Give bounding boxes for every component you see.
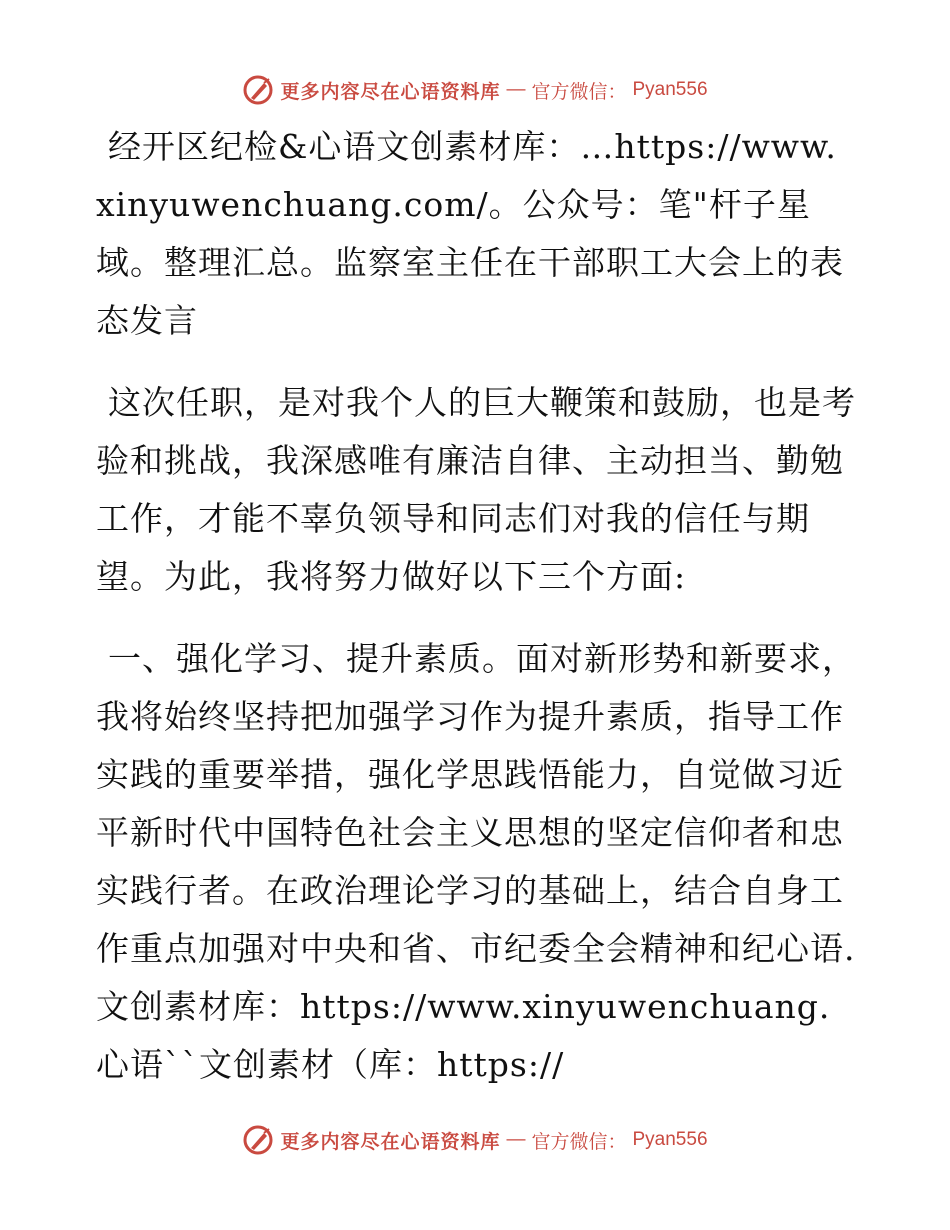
header-slogan: 更多内容尽在心语资料库 bbox=[280, 80, 501, 103]
paragraph-section-one: 一、强化学习、提升素质。面对新形势和新要求，我将始终坚持把加强学习作为提升素质，指导工作实践的重要举措，强化学思践悟能力，自觉做习近平新时代中国特色社会主义思想的坚定信仰者和忠实践行者。在政治理论学习的基础上，结合自身工作重点加强对中央和省、市纪委全会精神和纪心语.文创素材库：https://www.xinyuwenchuang.心语``文创素材（库：https:// bbox=[96, 639, 856, 1084]
header-separator: — bbox=[506, 79, 526, 100]
footer-wechat-id: Pyan556 bbox=[632, 1129, 708, 1150]
footer-banner bbox=[0, 1120, 950, 1160]
paragraph-title: 经开区纪检&心语文创素材库：…https://www.xinyuwenchuang.com/。公众号：笔"杆子星域。整理汇总。监察室主任在干部职工大会上的表态发言 bbox=[96, 127, 844, 340]
quill-logo-icon bbox=[242, 1124, 274, 1156]
footer-slogan: 更多内容尽在心语资料库 bbox=[280, 1130, 501, 1153]
quill-logo-icon bbox=[242, 74, 274, 106]
footer-wechat-label: 官方微信： bbox=[531, 1130, 627, 1153]
document-body bbox=[96, 118, 856, 1094]
paragraph-intro: 这次任职，是对我个人的巨大鞭策和鼓励，也是考验和挑战，我深感唯有廉洁自律、主动担当、勤勉工作，才能不辜负领导和同志们对我的信任与期望。为此，我将努力做好以下三个方面: bbox=[96, 383, 856, 596]
header-banner bbox=[0, 70, 950, 110]
header-wechat-id: Pyan556 bbox=[632, 79, 708, 100]
header-wechat-label: 官方微信： bbox=[531, 80, 627, 103]
footer-separator: — bbox=[506, 1129, 526, 1150]
